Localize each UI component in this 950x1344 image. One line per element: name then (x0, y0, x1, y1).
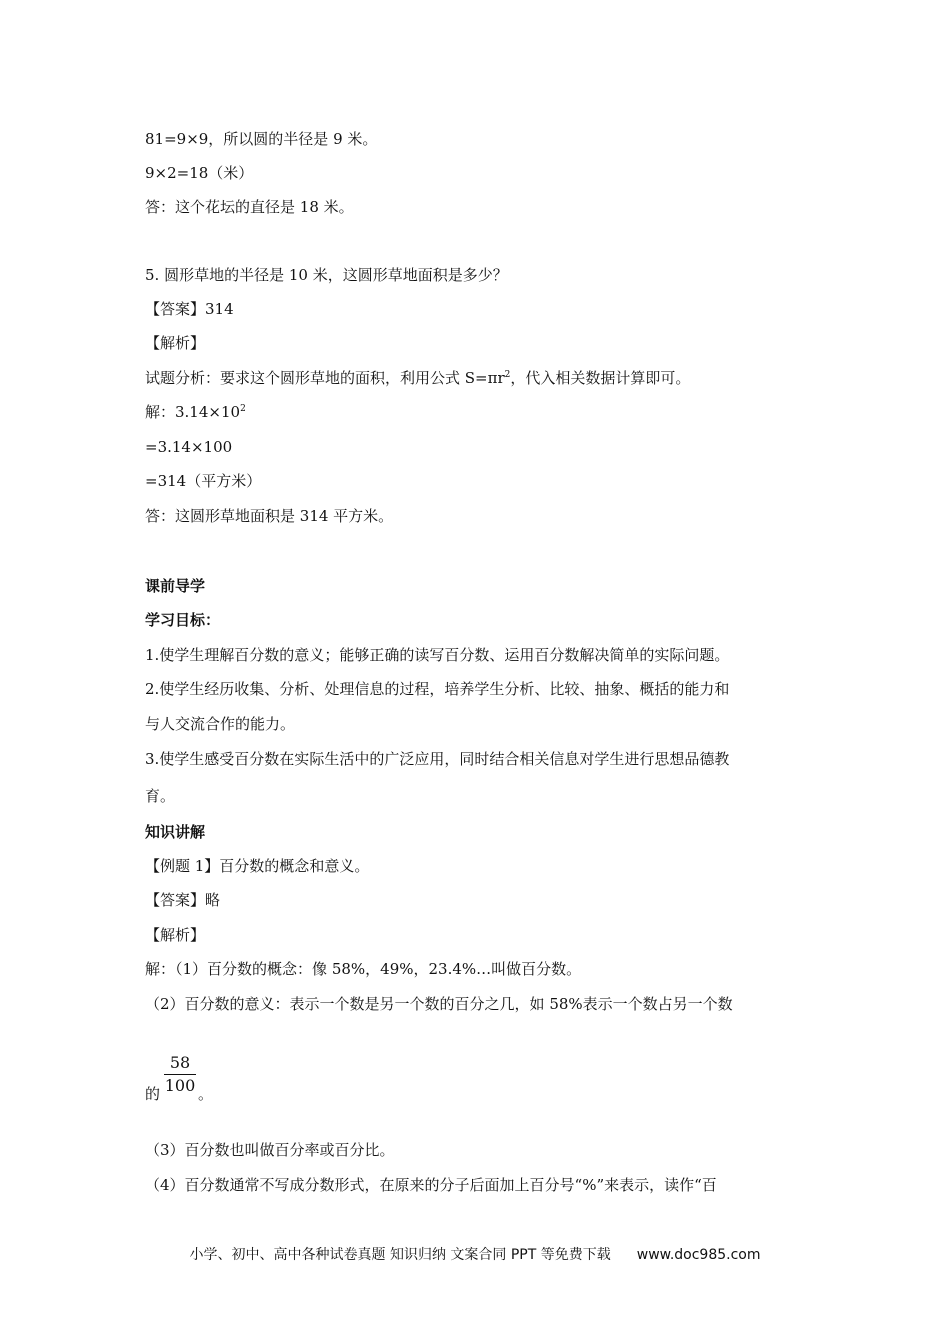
explanation-text: （2）百分数的意义：表示一个数是另一个数的百分之几，如 58%表示一个数占另一个数 (145, 995, 733, 1013)
section-heading: 知识讲解 (145, 823, 206, 841)
fraction-58-over-100 (164, 1052, 196, 1097)
analysis-text: 试题分析：要求这个圆形草地的面积，利用公式 $S=\pi r^2$，代入相关数据计算即可。 (145, 369, 691, 387)
goal-item: 与人交流合作的能力。 (145, 715, 296, 733)
goal-item: 1.使学生理解百分数的意义；能够正确的读写百分数、运用百分数解决简单的实际问题。 (145, 646, 730, 664)
footer-site-link[interactable]: www.doc985.com (636, 1247, 761, 1263)
section-heading: 学习目标： (145, 611, 221, 629)
goal-item: 育。 (145, 787, 176, 805)
text-line: 答：这个花坛的直径是 18 米。 (145, 198, 354, 216)
answer-label: 【答案】略 (145, 891, 221, 909)
analysis-label: 【解析】 (145, 926, 206, 944)
answer-label: 【答案】314 (145, 300, 234, 318)
explanation-text: 的 (145, 1085, 161, 1103)
analysis-label: 【解析】 (145, 334, 206, 352)
explanation-text: （3）百分数也叫做百分率或百分比。 (145, 1141, 395, 1159)
text-line: 81=9×9，所以圆的半径是 9 米。 (145, 130, 378, 148)
explanation-text: 。 (198, 1085, 214, 1103)
fraction-numerator: 58 (164, 1052, 196, 1075)
fraction-denominator: 100 (164, 1076, 196, 1095)
question-5: 5. 圆形草地的半径是 10 米，这圆形草地面积是多少？ (145, 266, 508, 284)
solution-step: =314（平方米） (145, 472, 262, 490)
solution-step: 解：$3.14\times 10^2$ (145, 403, 246, 421)
page-footer (0, 1244, 950, 1264)
explanation-text: （4）百分数通常不写成分数形式，在原来的分子后面加上百分号“%”来表示，读作“百 (145, 1176, 717, 1194)
solution-step: =3.14×100 (145, 438, 233, 456)
explanation-text: 解：（1）百分数的概念：像 58%，49%，23.4%…叫做百分数。 (145, 960, 582, 978)
text-line: 9×2=18（米） (145, 164, 254, 182)
goal-item: 2.使学生经历收集、分析、处理信息的过程，培养学生分析、比较、抽象、概括的能力和 (145, 680, 730, 698)
footer-text: 小学、初中、高中各种试卷真题 知识归纳 文案合同 PPT 等免费下载 (189, 1247, 611, 1263)
example-title: 【例题 1】百分数的概念和意义。 (145, 857, 370, 875)
section-heading: 课前导学 (145, 577, 206, 595)
answer-text: 答：这圆形草地面积是 314 平方米。 (145, 507, 394, 525)
goal-item: 3.使学生感受百分数在实际生活中的广泛应用，同时结合相关信息对学生进行思想品德教 (145, 750, 730, 768)
